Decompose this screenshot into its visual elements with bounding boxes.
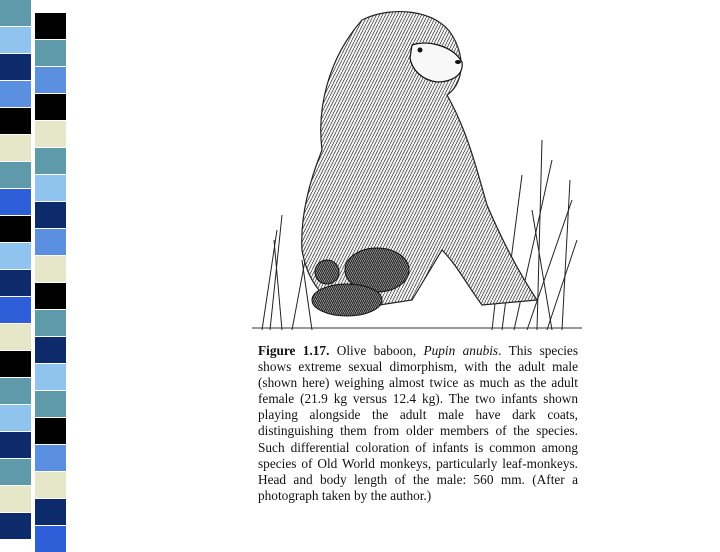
stripe-square bbox=[0, 432, 31, 458]
infant-2 bbox=[312, 284, 382, 316]
stripe-square bbox=[35, 94, 66, 120]
stripe-square bbox=[0, 162, 31, 188]
stripe-square bbox=[35, 40, 66, 66]
stripe-square bbox=[0, 486, 31, 512]
stripe-square bbox=[0, 243, 31, 269]
stripe-square bbox=[0, 27, 31, 53]
stripe-square bbox=[35, 121, 66, 147]
stripe-square bbox=[35, 256, 66, 282]
stripe-square bbox=[35, 175, 66, 201]
decorative-stripe bbox=[0, 0, 66, 540]
stripe-square bbox=[0, 270, 31, 296]
stripe-square bbox=[0, 108, 31, 134]
stripe-square bbox=[0, 405, 31, 431]
stripe-square bbox=[35, 391, 66, 417]
stripe-square bbox=[35, 229, 66, 255]
stripe-square bbox=[35, 364, 66, 390]
stripe-square bbox=[0, 54, 31, 80]
stripe-square bbox=[35, 337, 66, 363]
stripe-square bbox=[35, 445, 66, 471]
stripe-square bbox=[0, 189, 31, 215]
caption-lead: Olive baboon, bbox=[329, 343, 424, 358]
stripe-square bbox=[35, 202, 66, 228]
stripe-square bbox=[35, 283, 66, 309]
stripe-square bbox=[35, 310, 66, 336]
stripe-square bbox=[0, 513, 31, 539]
stripe-square bbox=[35, 499, 66, 525]
stripe-square bbox=[0, 297, 31, 323]
species-name: Pupin anubis bbox=[423, 343, 499, 358]
stripe-square bbox=[0, 0, 31, 26]
stripe-square bbox=[35, 148, 66, 174]
stripe-square bbox=[0, 324, 31, 350]
stripe-square bbox=[0, 135, 31, 161]
stripe-square bbox=[35, 13, 66, 39]
stripe-square bbox=[35, 67, 66, 93]
stripe-square bbox=[0, 378, 31, 404]
baboon-illustration bbox=[252, 0, 582, 330]
stripe-square bbox=[35, 472, 66, 498]
stripe-square bbox=[35, 526, 66, 552]
stripe-square bbox=[0, 81, 31, 107]
figure-caption bbox=[258, 343, 578, 504]
stripe-square bbox=[35, 418, 66, 444]
stripe-square bbox=[0, 351, 31, 377]
stripe-square bbox=[0, 216, 31, 242]
stripe-square bbox=[0, 459, 31, 485]
figure-label: Figure 1.17. bbox=[258, 343, 330, 358]
caption-body: . This species shows extreme sexual dimorphism, with the adult male (shown here) weighing almost twice as much as the adult female (21.9 kg versus 12.4 kg). The two infants shown playing alongside the adult male have dark coats, distinguishing them from older members of the species. Such differential coloration of infants is common among species of Old World monkeys, particularly leaf-monkeys. Head and body length of the male: 560 mm. (After a photograph taken by the author.) bbox=[258, 343, 578, 503]
